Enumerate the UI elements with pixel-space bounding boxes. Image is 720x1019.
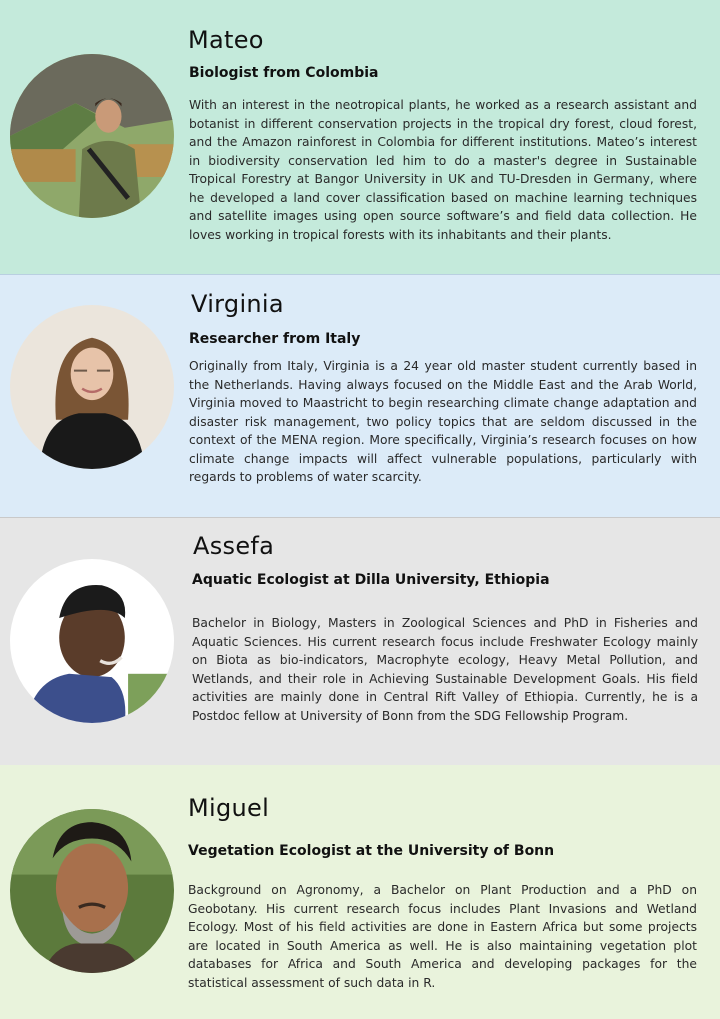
profile-card-mateo: [0, 0, 720, 274]
person-role: Biologist from Colombia: [189, 65, 379, 81]
portrait-photo: [10, 809, 174, 973]
person-role: Vegetation Ecologist at the University of Bonn: [188, 843, 555, 859]
profile-card-miguel: [0, 765, 720, 1019]
person-bio: With an interest in the neotropical plants, he worked as a research assistant and botanist in different conservation projects in the tropical dry forest, cloud forest, and the Amazon rainforest in Colombia for different institutions. Mateo’s interest in biodiversity conservation led him to do a master's degree in Sustainable Tropical Forestry at Bangor University in UK and TU-Dresden in Germany, where he developed a land cover classification based on machine learning techniques and satellite images using open source software’s and field data collection. He loves working in tropical forests with its inhabitants and their plants.: [189, 98, 697, 242]
person-role: Researcher from Italy: [189, 331, 361, 347]
person-bio: Bachelor in Biology, Masters in Zoological Sciences and PhD in Fisheries and Aquatic Sciences. His current research focus include Freshwater Ecology mainly on Biota as bio-indicators, Macrophyte ecology, Heavy Metal Pollution, and Wetlands, and their role in Achieving Sustainable Development Goals. His field activities are mainly done in Central Rift Valley of Ethiopia. Currently, he is a Postdoc fellow at University of Bonn from the SDG Fellowship Program.: [192, 616, 698, 723]
portrait-photo: [10, 54, 174, 218]
portrait-photo: [10, 559, 174, 723]
portrait-photo: [10, 305, 174, 469]
profile-card-virginia: [0, 274, 720, 517]
person-bio: Background on Agronomy, a Bachelor on Plant Production and a PhD on Geobotany. His current research focus includes Plant Invasions and Wetland Ecology. Most of his field activities are done in Eastern Africa but some projects are located in South America as well. He is also maintaining vegetation plot databases for Africa and South America and developing packages for the statistical assessment of such data in R.: [188, 883, 697, 990]
person-name: Virginia: [191, 290, 284, 318]
person-bio: Originally from Italy, Virginia is a 24 year old master student currently based in the Netherlands. Having always focused on the Middle East and the Arab World, Virginia moved to Maastricht to begin researching climate change adaptation and disaster risk management, two policy topics that are seldom discussed in the context of the MENA region. More specifically, Virginia’s research focuses on how climate change impacts will affect vulnerable populations, particularly with regards to problems of water scarcity.: [189, 359, 697, 484]
person-name: Mateo: [188, 26, 264, 54]
profile-card-assefa: [0, 517, 720, 765]
person-name: Assefa: [193, 532, 275, 560]
person-role: Aquatic Ecologist at Dilla University, Ethiopia: [192, 572, 550, 588]
person-name: Miguel: [188, 794, 270, 822]
